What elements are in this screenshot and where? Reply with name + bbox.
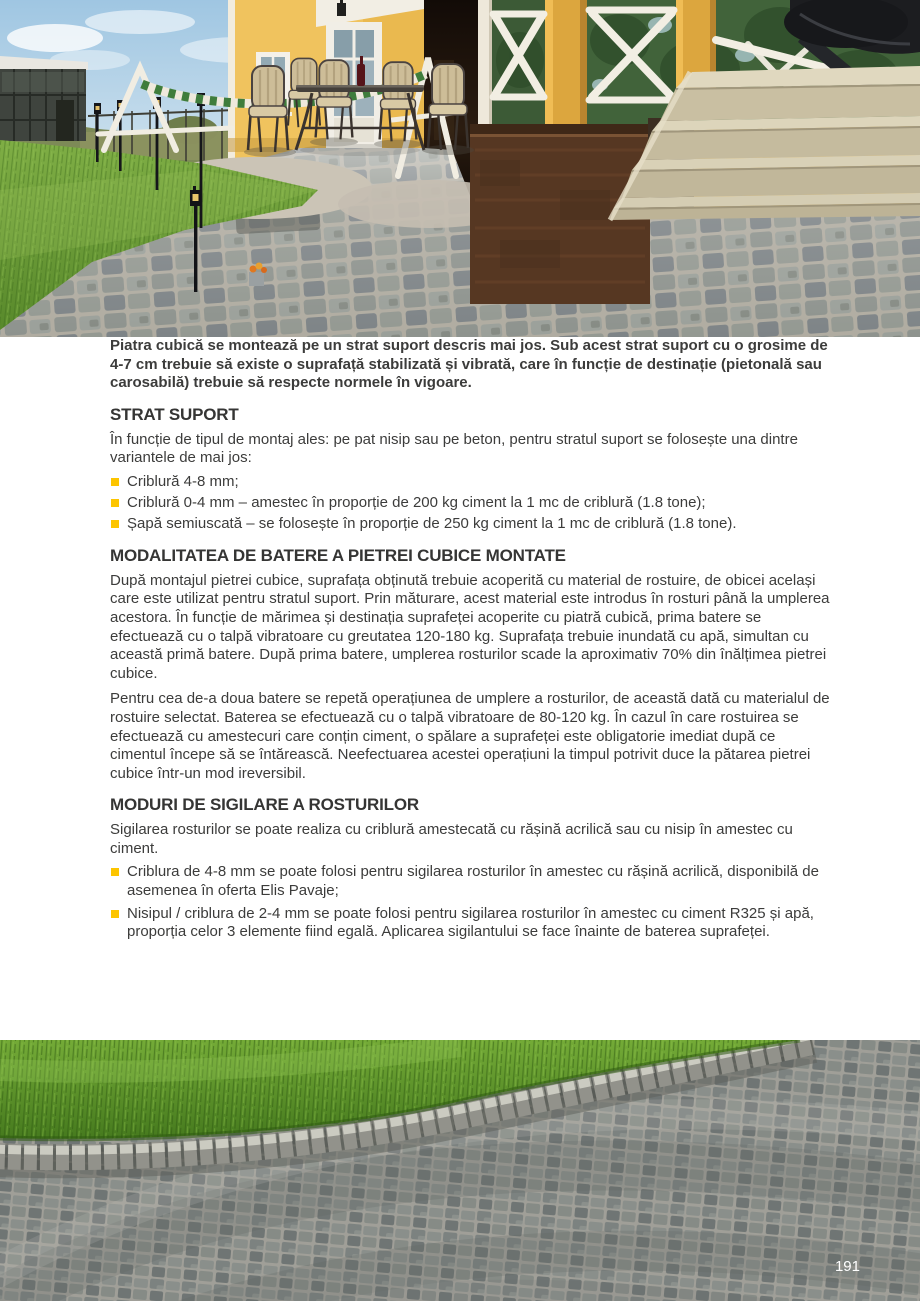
list-item: [110, 473, 830, 492]
lawn-photo-art: [0, 1040, 920, 1301]
intro-paragraph: Piatra cubică se montează pe un strat suport descris mai jos. Sub acest strat suport cu o grosime de 4-7 cm trebuie să existe o suprafață stabilizată și vibrată, care în funcție de destinație (pietonală sau carosabilă) trebuie să respecte normele în vigoare.: [110, 337, 828, 392]
section-moduri-de-sigilare: [110, 795, 830, 942]
bullet-list: [110, 863, 830, 941]
section-paragraph: Pentru cea de-a doua batere se repetă operațiunea de umplere a rosturilor, de această dată cu materialul de rostuire selectat. Baterea se efectuează cu o talpă vibratoare de 80-120 kg. În cazul în care rostuirea se efectuează cu amestecuri care conțin ciment, o spălare a suprafeței este obligatorie imediat după ce cimentul începe să se întărească. Neefectuarea acestei operațiuni la timpul potrivit duce la pătarea pietrei cubice într-un mod ireversibil.: [110, 690, 830, 782]
list-item: [110, 905, 830, 942]
bullet-square-icon: [111, 499, 119, 507]
list-item-text: Criblura de 4-8 mm se poate folosi pentru sigilarea rosturilor în amestec cu rășină acrilică, disponibilă de asemenea în oferta Elis Pavaje;: [127, 863, 819, 900]
list-item: [110, 494, 830, 513]
page-content: [0, 337, 920, 946]
list-item: [110, 515, 830, 534]
list-item: [110, 863, 830, 900]
bullet-list: [110, 473, 830, 534]
section-heading: MODURI DE SIGILARE A ROSTURILOR: [110, 795, 419, 815]
list-item-text: Nisipul / criblura de 2-4 mm se poate folosi pentru sigilarea rosturilor în amestec cu ciment R325 și apă, proporția celor 3 elemente fiind egală. Aplicarea sigilantului se face înainte de baterea suprafeței.: [127, 904, 814, 941]
list-item-text: Criblură 4-8 mm;: [127, 472, 239, 490]
section-modalitatea-de-batere: [110, 546, 830, 784]
section-paragraph: După montajul pietrei cubice, suprafața obținută trebuie acoperită cu material de rostuire, de obicei același care este utilizat pentru stratul suport. Prin măturare, acest material este introdus în rosturi până la umplerea acestora. În funcție de mărimea și destinația suprafeței acoperite cu piatră cubică, prima batere se efectuează cu o talpă vibratoare cu greutatea 120-180 kg. Suprafața trebuie inundată cu apă, simultan cu această primă batere. După prima batere, umplerea rosturilor scade la aproximativ 70% din înălțimea pietrei cubice.: [110, 571, 830, 682]
page-number: 191: [834, 1258, 860, 1275]
greenhouse: [0, 56, 88, 141]
section-paragraph: În funcție de tipul de montaj ales: pe pat nisip sau pe beton, pentru stratul suport se folosește una dintre variantele de mai jos:: [110, 430, 798, 467]
patio-photo-art: [0, 0, 920, 337]
section-heading: MODALITATEA DE BATERE A PIETREI CUBICE MONTATE: [110, 545, 566, 565]
section-heading: STRAT SUPORT: [110, 404, 239, 424]
section-strat-suport: [110, 405, 830, 534]
bullet-square-icon: [111, 478, 119, 486]
section-paragraph: Sigilarea rosturilor se poate realiza cu criblură amestecată cu rășină acrilică sau cu nisip în amestec cu ciment.: [110, 821, 793, 857]
bullet-square-icon: [111, 520, 119, 528]
list-item-text: Șapă semiuscată – se folosește în proporție de 250 kg ciment la 1 mc de criblură (1.8 tone).: [127, 515, 737, 533]
patio-cobblestone-photo: [0, 0, 920, 337]
bullet-square-icon: [111, 868, 119, 876]
list-item-text: Criblură 0-4 mm – amestec în proporție de 200 kg ciment la 1 mc de criblură (1.8 tone);: [127, 494, 706, 512]
lawn-cobblestone-photo: [0, 1040, 920, 1301]
bullet-square-icon: [111, 910, 119, 918]
